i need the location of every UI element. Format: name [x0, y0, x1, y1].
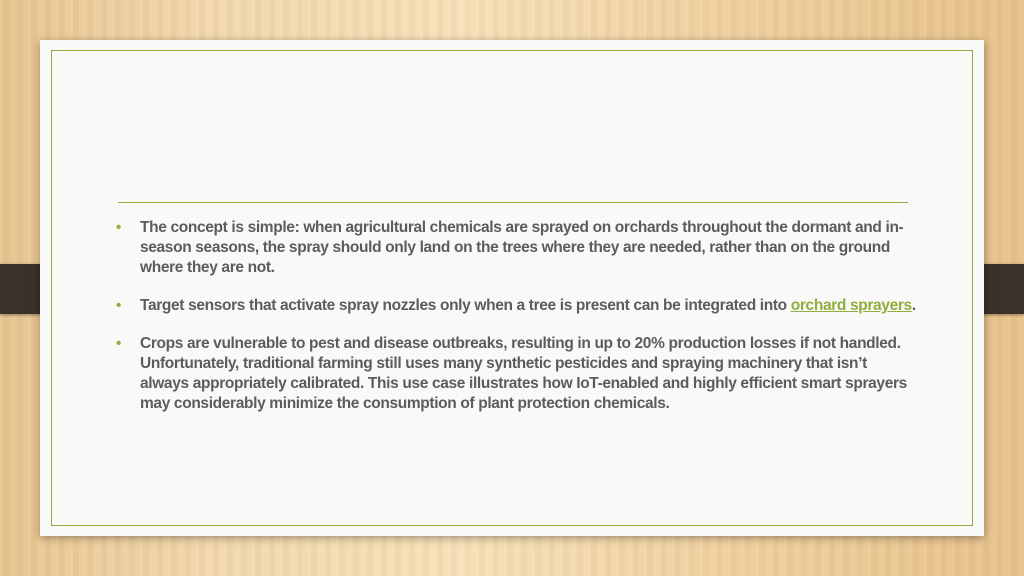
slide-paper — [40, 40, 984, 536]
bullet-list — [116, 218, 916, 432]
bullet-item-concept — [116, 218, 916, 278]
bullet-text: Crops are vulnerable to pest and disease outbreaks, resulting in up to 20% production losses if not handled. Unfortunately, traditional farming still uses many synthetic pesticides and spraying machinery that isn’t always appropriately calibrated. This use case illustrates how IoT-enabled and highly efficient smart sprayers may considerably minimize the consumption of plant protection chemicals. — [140, 335, 907, 412]
bullet-text-suffix: . — [911, 297, 916, 314]
bullet-item-target-sensors — [116, 296, 916, 316]
bullet-text: The concept is simple: when agricultural chemicals are sprayed on orchards throughout the dormant and in-season seasons, the spray should only land on the trees where they are needed, rather than on the ground where they are not. — [140, 219, 904, 276]
bullet-text: Target sensors that activate spray nozzles only when a tree is present can be integrated into — [140, 297, 791, 314]
bullet-item-crops — [116, 334, 916, 414]
title-divider-line — [118, 202, 908, 203]
bullet-dot-icon: • — [116, 219, 121, 236]
orchard-sprayers-link[interactable]: orchard sprayers — [790, 297, 912, 314]
bullet-dot-icon: • — [116, 335, 121, 352]
bullet-dot-icon: • — [116, 297, 121, 314]
